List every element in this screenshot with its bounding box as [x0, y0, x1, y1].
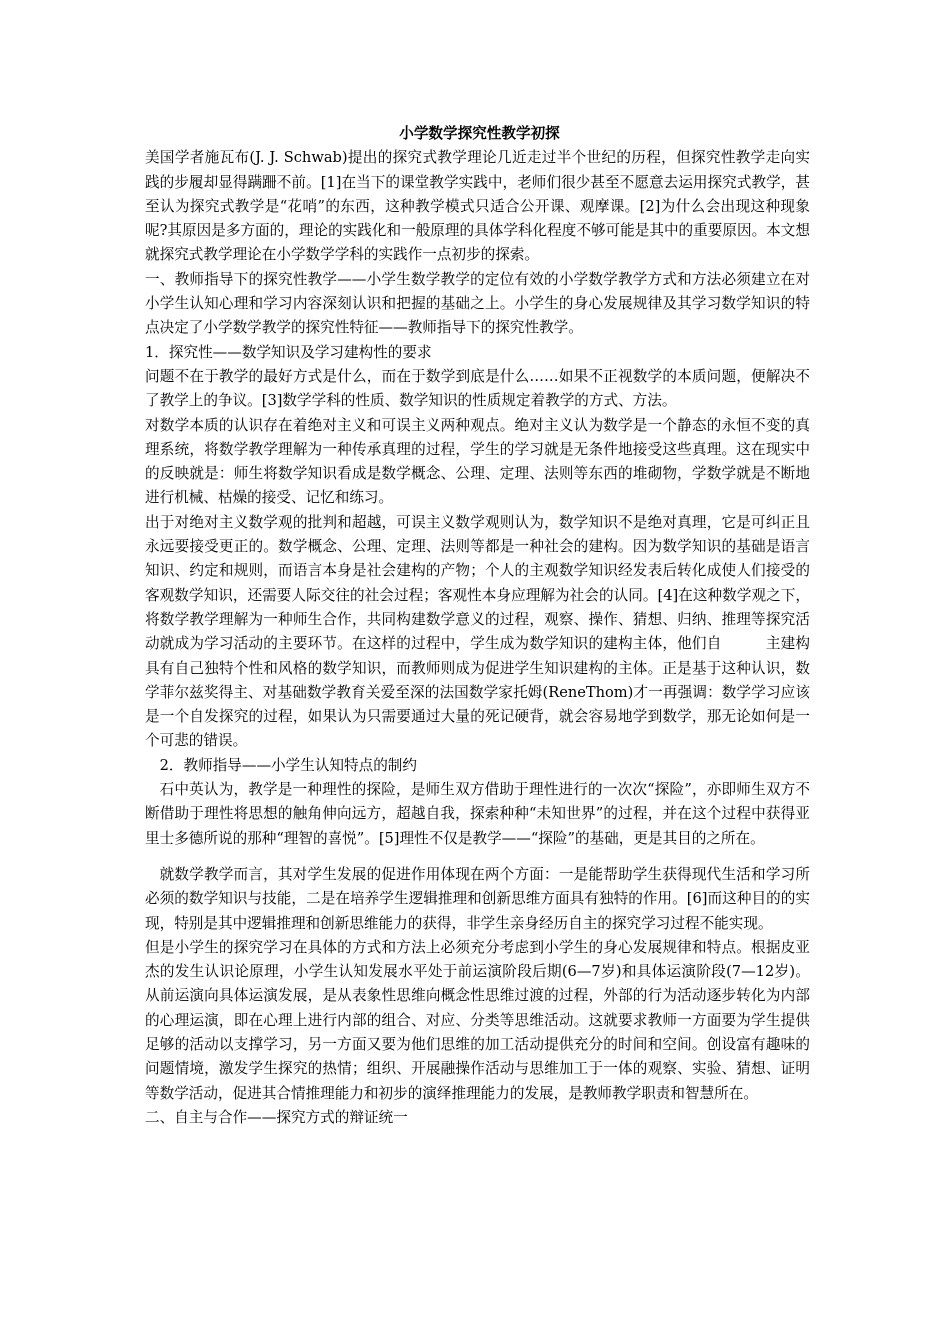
paragraph: 对数学本质的认识存在着绝对主义和可误主义两种观点。绝对主义认为数学是一个静态的永恒不变的真理系统，将数学教学理解为一种传承真理的过程，学生的学习就是无条件地接受这些真理。这在现实中的反映就是：师生将数学知识看成是数学概念、公理、定理、法则等东西的堆砌物，学数学就是不断地进行机械、枯燥的接受、记忆和练习。	[145, 416, 810, 507]
subsection-heading-2: 2．教师指导——小学生认知特点的制约	[159, 756, 417, 774]
document-title: 小学数学探究性教学初探	[399, 125, 560, 142]
paragraph: 就数学教学而言，其对学生发展的促进作用体现在两个方面：一是能帮助学生获得现代生活和学习所必须的数学知识与技能，二是在培养学生逻辑推理和创新思维方面具有独特的作用。[6]而这种目的的实现，特别是其中逻辑推理和创新思维能力的获得，非学生亲身经历自主的探究学习过程不能实现。	[145, 865, 810, 932]
paragraph: 出于对绝对主义数学观的批判和超越，可误主义数学观则认为，数学知识不是绝对真理，它是可纠正且永远要接受更正的。数学概念、公理、定理、法则等都是一种社会的建构。因为数学知识的基础是语言知识、约定和规则，而语言本身是社会建构的产物；个人的主观数学知识经发表后转化成使人们接受的客观数学知识，还需要人际交往的社会过程；客观性本身应理解为社会的认同。[4]在这种数学观之下，将数学教学理解为一种师生合作，共同构建数学意义的过程，观察、操作、猜想、归纳、推理等探究活动就成为学习活动的主要环节。在这样的过程中，学生成为数学知识的建构主体，他们自 主建构具有自己独特个性和风格的数学知识，而教师则成为促进学生知识建构的主体。正是基于这种认识，数学菲尔兹奖得主、对基础数学教育关爱至深的法国数学家托姆(ReneThom)才一再强调：数学学习应该是一个自发探究的过程，如果认为只需要通过大量的死记硬背，就会容易地学到数学，那无论如何是一个可悲的错误。	[145, 513, 810, 750]
paragraph: 但是小学生的探究学习在具体的方式和方法上必须充分考虑到小学生的身心发展规律和特点。根据皮亚杰的发生认识论原理，小学生认知发展水平处于前运演阶段后期(6—7岁)和具体运演阶段(7—12岁)。从前运演向具体运演发展，是从表象性思维向概念性思维过渡的过程，外部的行为活动逐步转化为内部的心理运演，即在心理上进行内部的组合、对应、分类等思维活动。这就要求教师一方面要为学生提供足够的活动以支撑学习，另一方面又要为他们思维的加工活动提供充分的时间和空间。创设富有趣味的问题情境，激发学生探究的热情；组织、开展融操作活动与思维加工于一体的观察、实验、猜想、证明等数学活动，促进其合情推理能力和初步的演绎推理能力的发展，是教师教学职责和智慧所在。	[145, 938, 810, 1102]
section-heading-2: 二、自主与合作——探究方式的辩证统一	[145, 1108, 408, 1126]
paragraph-intro: 美国学者施瓦布(J. J. Schwab)提出的探究式教学理论几近走过半个世纪的历程，但探究性教学走向实践的步履却显得蹒跚不前。[1]在当下的课堂教学实践中，老师们很少甚至不愿意去运用探究式教学，甚至认为探究式教学是“花哨”的东西，这种教学模式只适合公开课、观摩课。[2]为什么会出现这种现象呢?其原因是多方面的，理论的实践化和一般原理的具体学科化程度不够可能是其中的重要原因。本文想就探究式教学理论在小学数学学科的实践作一点初步的探索。	[145, 149, 810, 264]
document-body	[145, 122, 810, 1130]
section-heading-1: 一、教师指导下的探究性教学——小学生数学教学的定位有效的小学数学教学方式和方法必须建立在对小学生认知心理和学习内容深刻认识和把握的基础之上。小学生的身心发展规律及其学习数学知识的特点决定了小学数学教学的探究性特征——教师指导下的探究性教学。	[145, 270, 810, 337]
paragraph: 问题不在于教学的最好方式是什么，而在于数学到底是什么……如果不正视数学的本质问题，便解决不了教学上的争议。[3]数学学科的性质、数学知识的性质规定着教学的方式、方法。	[145, 367, 810, 410]
paragraph: 石中英认为，教学是一种理性的探险，是师生双方借助于理性进行的一次次“探险”，亦即师生双方不断借助于理性将思想的触角伸向远方，超越自我，探索种种“未知世界”的过程，并在这个过程中获得亚里士多德所说的那种“理智的喜悦”。[5]理性不仅是教学——“探险”的基础，更是其目的之所在。	[145, 781, 810, 847]
subsection-heading-1: 1．探究性——数学知识及学习建构性的要求	[145, 343, 432, 361]
